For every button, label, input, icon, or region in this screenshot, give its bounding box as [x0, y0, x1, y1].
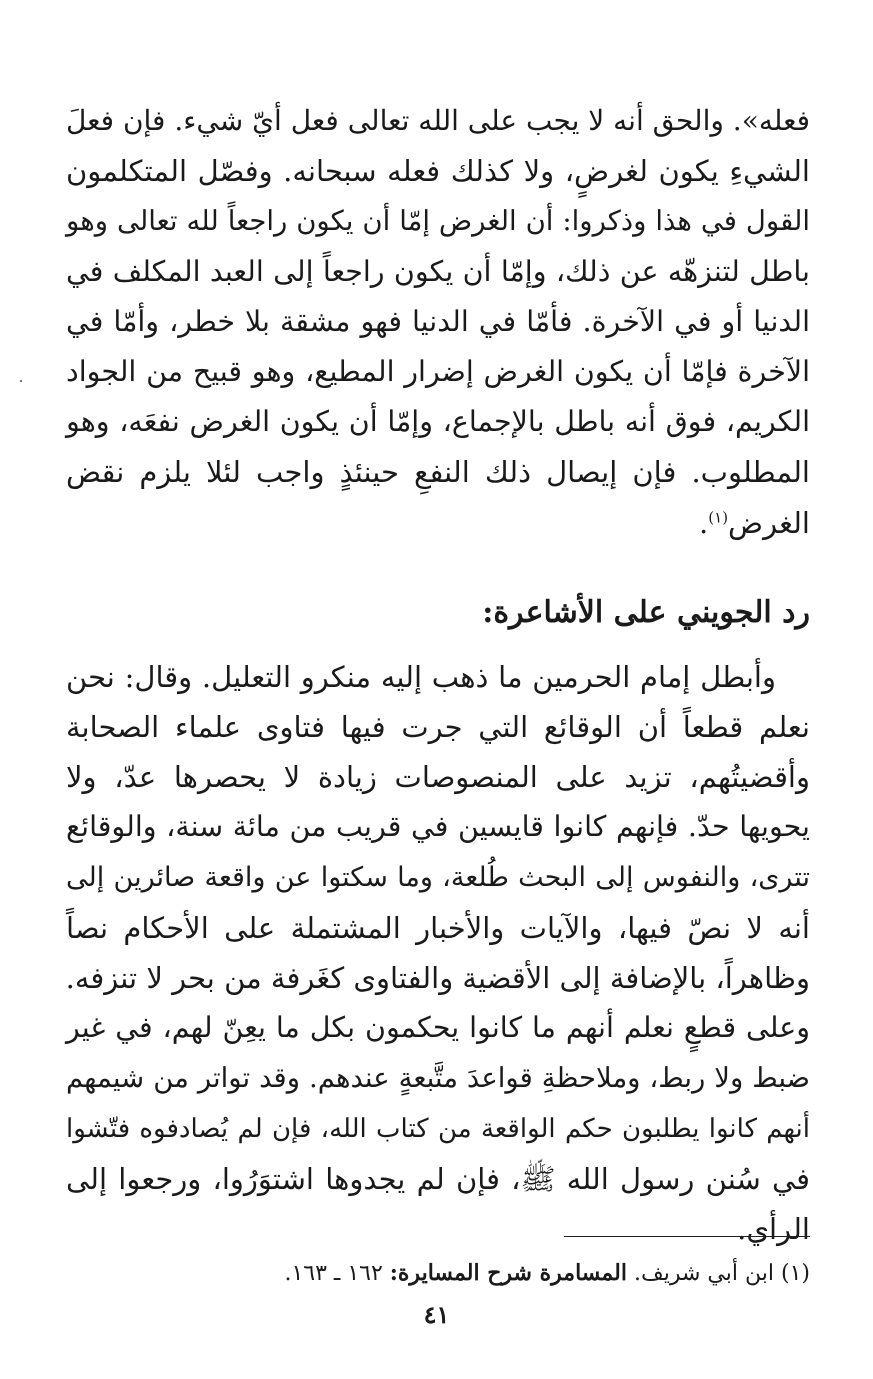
text-line: في سُنن رسول الله ﷺ، فإن لم يجدوها اشتوَرُوا، ورجعوا إلى [66, 1161, 810, 1196]
text-line-last: الرأي. [737, 1212, 810, 1247]
paragraph-1 [66, 96, 810, 548]
text-line-last [66, 498, 810, 548]
text-line: وظاهراً، بالإضافة إلى الأقضية والفتاوى كغَرفة من بحر لا تنزفه. [65, 961, 810, 996]
text-line: أنهم كانوا يطلبون حكم الواقعة من كتاب الله، فإن لم يُصادفوه فتّشوا [66, 1113, 810, 1144]
text-line: وعلى قطعٍ نعلم أنهم ما كانوا يحكمون بكل ما يعِنّ لهم، في غير [66, 1011, 810, 1045]
text-line: تترى، والنفوس إلى البحث طُلعة، وما سكتوا عن واقعة صائرين إلى [66, 861, 810, 893]
text-line: القول في هذا وذكروا: أن الغرض إمّا أن يكون راجعاً لله تعالى وهو [66, 205, 810, 238]
text-line: وأقضيتُهم، تزيد على المنصوصات زيادة لا يحصرها عدّ، ولا [66, 760, 810, 795]
section-heading: رد الجويني على الأشاعرة: [482, 594, 810, 630]
footnote-separator [564, 1236, 810, 1237]
text-line: نعلم قطعاً أن الوقائع التي جرت فيها فتاوى علماء الصحابة [66, 710, 810, 745]
text-line: وأبطل إمام الحرمين ما ذهب إليه منكرو التعليل. وقال: نحن [66, 659, 776, 694]
text-line: ضبط ولا ربط، وملاحظةِ قواعدَ متَّبعةٍ عندهم. وقد تواتر من شيمهم [66, 1062, 810, 1095]
paragraph-2 [66, 652, 810, 1254]
text-line: الآخرة فإمّا أن يكون الغرض إضرار المطيع، وهو قبيح من الجواد [66, 355, 810, 389]
footnote-title: المسامرة شرح المسايرة: [389, 1260, 627, 1286]
last-line-end: . [699, 505, 709, 540]
text-line: باطل لتنزهّه عن ذلك، وإمّا أن يكون راجعاً إلى العبد المكلف في [66, 254, 810, 288]
text-line: فعله». والحق أنه لا يجب على الله تعالى فعل أيّ شيء. فإن فعلَ [65, 104, 810, 137]
footnote-reference[interactable]: (١) [708, 507, 729, 526]
footnote-number: (١) [780, 1261, 810, 1286]
text-line: الشيءِ يكون لغرضٍ، ولا كذلك فعله سبحانه. وفصّل المتكلمون [66, 154, 810, 189]
text-line: يحويها حدّ. فإنهم كانوا قايسين في قريب من مائة سنة، والوقائع [66, 810, 810, 844]
last-line-text: الغرض [728, 505, 810, 540]
footnote [66, 1253, 810, 1294]
margin-mark [20, 380, 22, 382]
footnote-pages: ١٦٢ ـ ١٦٣. [284, 1261, 383, 1286]
text-line: أنه لا نصّ فيها، والآيات والأخبار المشتملة على الأحكام نصاً [66, 910, 810, 945]
text-line: الدنيا أو في الآخرة. فأمّا في الدنيا فهو مشقة بلا خطر، وأمّا في [66, 304, 810, 338]
text-line: المطلوب. فإن إيصال ذلك النفعِ حينئذٍ واجب لئلا يلزم نقض [66, 455, 810, 490]
footnote-author: ابن أبي شريف. [633, 1261, 774, 1286]
page-body [66, 96, 810, 1254]
page-number: ٤١ [423, 1300, 450, 1329]
text-line: الكريم، فوق أنه باطل بالإجماع، وإمّا أن يكون الغرض نفعَه، وهو [66, 405, 810, 439]
